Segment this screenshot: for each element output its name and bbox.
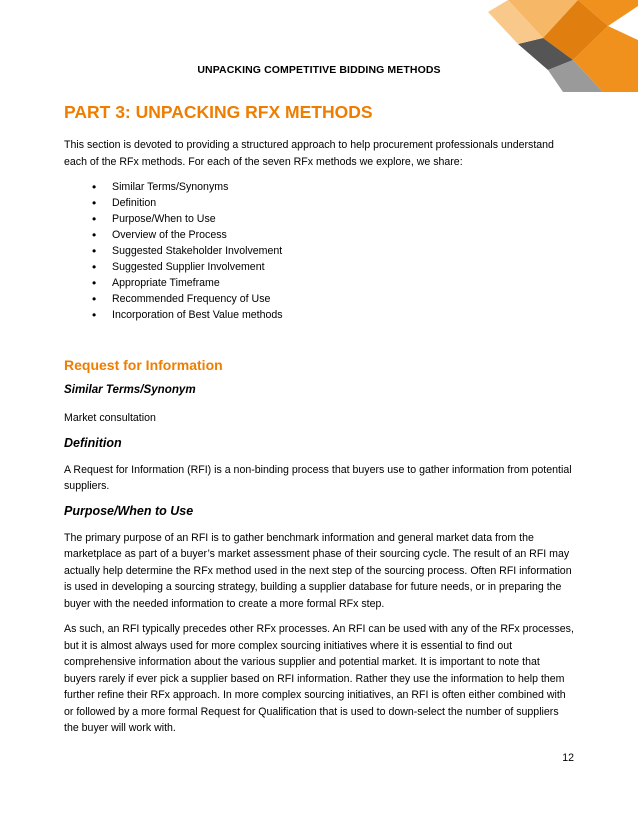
synonym-text: Market consultation <box>64 412 156 424</box>
list-item: • Purpose/When to Use <box>64 211 574 227</box>
rfi-heading: Request for Information <box>64 357 223 373</box>
list-item: • Overview of the Process <box>64 227 574 243</box>
list-item: • Definition <box>64 195 574 211</box>
synonym-heading: Similar Terms/Synonym <box>64 383 196 396</box>
page-number: 12 <box>562 752 574 764</box>
list-item: • Suggested Stakeholder Involvement <box>64 243 574 259</box>
open-box-icon <box>468 0 638 92</box>
intro-paragraph: This section is devoted to providing a structured approach to help procurement professionals understand each of the RFx methods. For each of the seven RFx methods we explore, we share: <box>64 139 554 168</box>
running-header: UNPACKING COMPETITIVE BIDDING METHODS <box>197 64 441 76</box>
list-item: • Suggested Supplier Involvement <box>64 259 574 275</box>
list-item: • Similar Terms/Synonyms <box>64 179 574 195</box>
definition-text: A Request for Information (RFI) is a non-binding process that buyers use to gather information from potential suppliers. <box>64 463 572 492</box>
list-item: • Recommended Frequency of Use <box>64 291 574 307</box>
list-item: • Appropriate Timeframe <box>64 275 574 291</box>
purpose-paragraph-1: The primary purpose of an RFI is to gather benchmark information and general market data from the marketplace as part of a buyer’s market assessment phase of their sourcing cycle. The result of an RFI may actually help determine the RFx method used in the next step of the sourcing process. Often RFI information is used in developing a sourcing strategy, building a supplier database for future needs, or in preparing the buyer with the needed information to create a more formal RFx step. <box>64 531 572 610</box>
list-item: • Incorporation of Best Value methods <box>64 307 574 323</box>
method-topics-list <box>64 179 574 323</box>
purpose-heading: Purpose/When to Use <box>64 503 194 518</box>
definition-heading: Definition <box>64 435 122 450</box>
purpose-paragraph-2: As such, an RFI typically precedes other RFx processes. An RFI can be used with any of the RFx processes, but it is almost always used for more complex sourcing initiatives where it is essential to find out comprehensive information about the various supplier and potential market. It is important to note that buyers rarely if ever pick a supplier based on RFI information. Rather they use the information to help them further refine their RFx approach. In more complex sourcing initiatives, an RFI is often either combined with or followed by a more formal Request for Qualification that is used to down-select the number of suppliers the buyer will work with. <box>64 623 574 734</box>
page-content <box>64 96 574 746</box>
part-title: PART 3: UNPACKING RFX METHODS <box>64 102 373 122</box>
